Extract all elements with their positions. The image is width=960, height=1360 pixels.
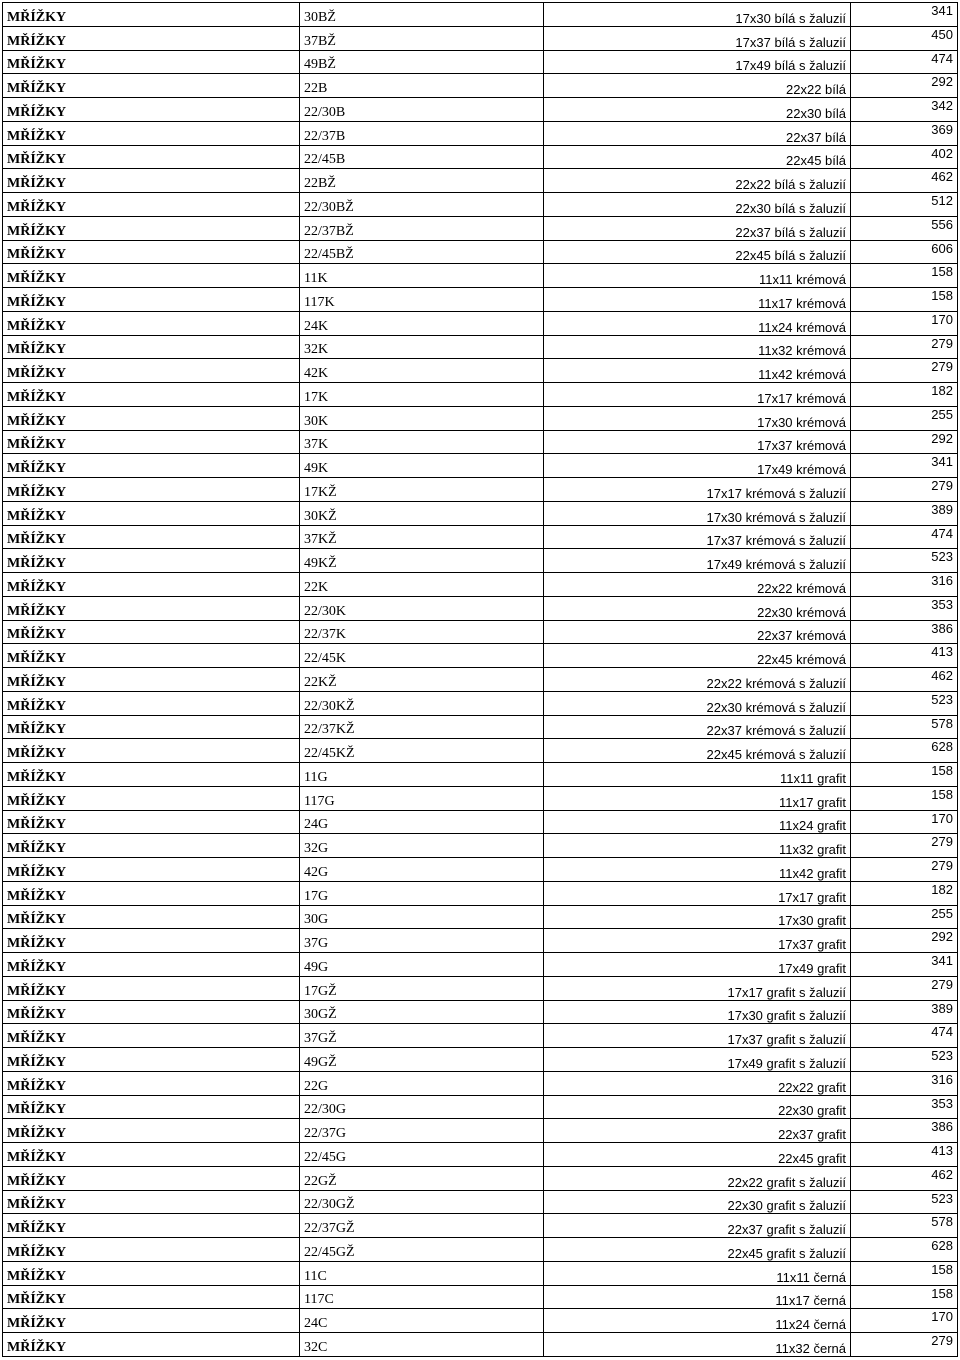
table-row (3, 573, 958, 597)
category-cell: MŘÍŽKY (3, 763, 300, 787)
table-row (3, 145, 958, 169)
category-cell: MŘÍŽKY (3, 1048, 300, 1072)
table-row (3, 1119, 958, 1143)
description-cell: 22x45 grafit s žaluzií (544, 1238, 851, 1262)
description-cell: 17x30 grafit (544, 905, 851, 929)
code-cell: 22/37B (300, 121, 544, 145)
table-row (3, 953, 958, 977)
code-cell: 11C (300, 1261, 544, 1285)
category-cell: MŘÍŽKY (3, 383, 300, 407)
category-cell: MŘÍŽKY (3, 121, 300, 145)
price-cell: 255 (851, 406, 958, 430)
category-cell: MŘÍŽKY (3, 976, 300, 1000)
description-cell: 22x30 krémová (544, 596, 851, 620)
table-row (3, 644, 958, 668)
description-cell: 22x45 bílá (544, 145, 851, 169)
price-cell: 369 (851, 121, 958, 145)
price-cell: 158 (851, 763, 958, 787)
description-cell: 17x30 krémová s žaluzií (544, 501, 851, 525)
category-cell: MŘÍŽKY (3, 311, 300, 335)
description-cell: 17x37 krémová (544, 430, 851, 454)
category-cell: MŘÍŽKY (3, 1238, 300, 1262)
table-row (3, 501, 958, 525)
code-cell: 22K (300, 573, 544, 597)
table-row (3, 288, 958, 312)
description-cell: 17x37 grafit s žaluzií (544, 1024, 851, 1048)
price-cell: 158 (851, 786, 958, 810)
price-cell: 170 (851, 1309, 958, 1333)
price-cell: 523 (851, 691, 958, 715)
price-cell: 462 (851, 668, 958, 692)
category-cell: MŘÍŽKY (3, 145, 300, 169)
price-cell: 462 (851, 169, 958, 193)
code-cell: 22/30B (300, 98, 544, 122)
description-cell: 17x49 grafit s žaluzií (544, 1048, 851, 1072)
code-cell: 11K (300, 264, 544, 288)
price-cell: 628 (851, 1238, 958, 1262)
code-cell: 22/45BŽ (300, 240, 544, 264)
table-row (3, 786, 958, 810)
price-cell: 628 (851, 739, 958, 763)
description-cell: 22x22 bílá (544, 74, 851, 98)
description-cell: 11x42 krémová (544, 359, 851, 383)
description-cell: 22x37 bílá (544, 121, 851, 145)
code-cell: 49K (300, 454, 544, 478)
category-cell: MŘÍŽKY (3, 454, 300, 478)
table-row (3, 1166, 958, 1190)
price-cell: 353 (851, 596, 958, 620)
table-row (3, 929, 958, 953)
category-cell: MŘÍŽKY (3, 905, 300, 929)
description-cell: 22x30 bílá s žaluzií (544, 193, 851, 217)
category-cell: MŘÍŽKY (3, 1261, 300, 1285)
table-row (3, 311, 958, 335)
price-cell: 279 (851, 834, 958, 858)
category-cell: MŘÍŽKY (3, 359, 300, 383)
table-row (3, 1238, 958, 1262)
description-cell: 22x22 krémová s žaluzií (544, 668, 851, 692)
code-cell: 22/45G (300, 1143, 544, 1167)
category-cell: MŘÍŽKY (3, 953, 300, 977)
table-row (3, 50, 958, 74)
code-cell: 30KŽ (300, 501, 544, 525)
price-cell: 353 (851, 1095, 958, 1119)
table-row (3, 1000, 958, 1024)
price-cell: 279 (851, 359, 958, 383)
category-cell: MŘÍŽKY (3, 1190, 300, 1214)
description-cell: 17x30 bílá s žaluzií (544, 3, 851, 27)
code-cell: 22/37K (300, 620, 544, 644)
price-cell: 523 (851, 549, 958, 573)
code-cell: 22/30G (300, 1095, 544, 1119)
table-row (3, 549, 958, 573)
table-row (3, 98, 958, 122)
code-cell: 30BŽ (300, 3, 544, 27)
table-row (3, 525, 958, 549)
category-cell: MŘÍŽKY (3, 240, 300, 264)
category-cell: MŘÍŽKY (3, 715, 300, 739)
code-cell: 37K (300, 430, 544, 454)
price-cell: 523 (851, 1048, 958, 1072)
table-row (3, 1309, 958, 1333)
table-row (3, 596, 958, 620)
category-cell: MŘÍŽKY (3, 810, 300, 834)
table-row (3, 121, 958, 145)
table-row (3, 810, 958, 834)
table-row (3, 169, 958, 193)
price-cell: 413 (851, 644, 958, 668)
description-cell: 17x37 bílá s žaluzií (544, 26, 851, 50)
description-cell: 11x24 grafit (544, 810, 851, 834)
table-row (3, 668, 958, 692)
table-row (3, 620, 958, 644)
code-cell: 22BŽ (300, 169, 544, 193)
code-cell: 32C (300, 1333, 544, 1357)
category-cell: MŘÍŽKY (3, 74, 300, 98)
code-cell: 22/37BŽ (300, 216, 544, 240)
code-cell: 37KŽ (300, 525, 544, 549)
code-cell: 117G (300, 786, 544, 810)
code-cell: 17K (300, 383, 544, 407)
table-row (3, 3, 958, 27)
table-row (3, 1190, 958, 1214)
description-cell: 17x49 krémová s žaluzií (544, 549, 851, 573)
code-cell: 22/30KŽ (300, 691, 544, 715)
price-cell: 292 (851, 430, 958, 454)
description-cell: 11x32 krémová (544, 335, 851, 359)
category-cell: MŘÍŽKY (3, 1333, 300, 1357)
price-cell: 578 (851, 1214, 958, 1238)
category-cell: MŘÍŽKY (3, 573, 300, 597)
price-cell: 341 (851, 3, 958, 27)
table-row (3, 1285, 958, 1309)
price-cell: 279 (851, 1333, 958, 1357)
description-cell: 22x37 krémová s žaluzií (544, 715, 851, 739)
category-cell: MŘÍŽKY (3, 216, 300, 240)
description-cell: 11x11 grafit (544, 763, 851, 787)
table-row (3, 406, 958, 430)
description-cell: 22x45 krémová (544, 644, 851, 668)
description-cell: 22x30 krémová s žaluzií (544, 691, 851, 715)
code-cell: 22/37GŽ (300, 1214, 544, 1238)
code-cell: 22/37KŽ (300, 715, 544, 739)
price-cell: 341 (851, 953, 958, 977)
description-cell: 11x11 krémová (544, 264, 851, 288)
price-cell: 606 (851, 240, 958, 264)
price-cell: 450 (851, 26, 958, 50)
table-row (3, 216, 958, 240)
table-row (3, 881, 958, 905)
table-row (3, 834, 958, 858)
price-cell: 389 (851, 1000, 958, 1024)
category-cell: MŘÍŽKY (3, 50, 300, 74)
category-cell: MŘÍŽKY (3, 1095, 300, 1119)
price-cell: 474 (851, 525, 958, 549)
category-cell: MŘÍŽKY (3, 264, 300, 288)
table-row (3, 1048, 958, 1072)
code-cell: 11G (300, 763, 544, 787)
table-row (3, 193, 958, 217)
table-row (3, 1261, 958, 1285)
table-row (3, 430, 958, 454)
code-cell: 30GŽ (300, 1000, 544, 1024)
description-cell: 17x30 krémová (544, 406, 851, 430)
code-cell: 17GŽ (300, 976, 544, 1000)
table-row (3, 905, 958, 929)
category-cell: MŘÍŽKY (3, 644, 300, 668)
price-cell: 292 (851, 74, 958, 98)
description-cell: 17x37 grafit (544, 929, 851, 953)
category-cell: MŘÍŽKY (3, 834, 300, 858)
category-cell: MŘÍŽKY (3, 1024, 300, 1048)
price-cell: 158 (851, 1261, 958, 1285)
price-cell: 389 (851, 501, 958, 525)
price-cell: 474 (851, 50, 958, 74)
category-cell: MŘÍŽKY (3, 501, 300, 525)
table-row (3, 976, 958, 1000)
code-cell: 24C (300, 1309, 544, 1333)
category-cell: MŘÍŽKY (3, 335, 300, 359)
code-cell: 22KŽ (300, 668, 544, 692)
table-row (3, 1024, 958, 1048)
code-cell: 22/45K (300, 644, 544, 668)
category-cell: MŘÍŽKY (3, 1285, 300, 1309)
category-cell: MŘÍŽKY (3, 98, 300, 122)
code-cell: 24K (300, 311, 544, 335)
category-cell: MŘÍŽKY (3, 3, 300, 27)
code-cell: 30G (300, 905, 544, 929)
table-row (3, 74, 958, 98)
category-cell: MŘÍŽKY (3, 549, 300, 573)
price-cell: 158 (851, 264, 958, 288)
category-cell: MŘÍŽKY (3, 1000, 300, 1024)
category-cell: MŘÍŽKY (3, 596, 300, 620)
price-cell: 386 (851, 1119, 958, 1143)
category-cell: MŘÍŽKY (3, 525, 300, 549)
price-list-body (3, 3, 958, 1357)
price-list-table (2, 2, 958, 1357)
description-cell: 17x17 grafit (544, 881, 851, 905)
code-cell: 22G (300, 1071, 544, 1095)
category-cell: MŘÍŽKY (3, 739, 300, 763)
code-cell: 22/37G (300, 1119, 544, 1143)
price-cell: 182 (851, 383, 958, 407)
code-cell: 22/30BŽ (300, 193, 544, 217)
price-cell: 578 (851, 715, 958, 739)
category-cell: MŘÍŽKY (3, 1119, 300, 1143)
description-cell: 22x45 bílá s žaluzií (544, 240, 851, 264)
code-cell: 42K (300, 359, 544, 383)
description-cell: 11x42 grafit (544, 858, 851, 882)
price-cell: 279 (851, 478, 958, 502)
table-row (3, 715, 958, 739)
table-row (3, 1095, 958, 1119)
price-cell: 170 (851, 810, 958, 834)
description-cell: 11x17 černá (544, 1285, 851, 1309)
description-cell: 17x17 krémová (544, 383, 851, 407)
price-cell: 341 (851, 454, 958, 478)
category-cell: MŘÍŽKY (3, 1071, 300, 1095)
price-cell: 462 (851, 1166, 958, 1190)
table-row (3, 454, 958, 478)
table-row (3, 335, 958, 359)
description-cell: 22x30 bílá (544, 98, 851, 122)
price-cell: 255 (851, 905, 958, 929)
table-row (3, 763, 958, 787)
description-cell: 22x30 grafit s žaluzií (544, 1190, 851, 1214)
code-cell: 22/45B (300, 145, 544, 169)
description-cell: 17x49 bílá s žaluzií (544, 50, 851, 74)
description-cell: 11x32 černá (544, 1333, 851, 1357)
price-cell: 402 (851, 145, 958, 169)
price-cell: 386 (851, 620, 958, 644)
description-cell: 22x22 grafit (544, 1071, 851, 1095)
description-cell: 22x45 grafit (544, 1143, 851, 1167)
code-cell: 37GŽ (300, 1024, 544, 1048)
category-cell: MŘÍŽKY (3, 406, 300, 430)
description-cell: 22x45 krémová s žaluzií (544, 739, 851, 763)
price-cell: 158 (851, 288, 958, 312)
code-cell: 22B (300, 74, 544, 98)
code-cell: 22/45KŽ (300, 739, 544, 763)
code-cell: 22/30GŽ (300, 1190, 544, 1214)
category-cell: MŘÍŽKY (3, 1214, 300, 1238)
code-cell: 24G (300, 810, 544, 834)
description-cell: 17x30 grafit s žaluzií (544, 1000, 851, 1024)
category-cell: MŘÍŽKY (3, 786, 300, 810)
category-cell: MŘÍŽKY (3, 929, 300, 953)
category-cell: MŘÍŽKY (3, 478, 300, 502)
table-row (3, 1214, 958, 1238)
description-cell: 17x49 grafit (544, 953, 851, 977)
description-cell: 22x37 krémová (544, 620, 851, 644)
table-row (3, 1071, 958, 1095)
description-cell: 11x11 černá (544, 1261, 851, 1285)
price-cell: 474 (851, 1024, 958, 1048)
price-cell: 279 (851, 335, 958, 359)
category-cell: MŘÍŽKY (3, 881, 300, 905)
description-cell: 17x17 grafit s žaluzií (544, 976, 851, 1000)
price-cell: 158 (851, 1285, 958, 1309)
description-cell: 17x49 krémová (544, 454, 851, 478)
price-cell: 182 (851, 881, 958, 905)
category-cell: MŘÍŽKY (3, 858, 300, 882)
category-cell: MŘÍŽKY (3, 1143, 300, 1167)
description-cell: 17x17 krémová s žaluzií (544, 478, 851, 502)
code-cell: 37G (300, 929, 544, 953)
table-row (3, 478, 958, 502)
code-cell: 49GŽ (300, 1048, 544, 1072)
table-row (3, 1333, 958, 1357)
description-cell: 11x32 grafit (544, 834, 851, 858)
category-cell: MŘÍŽKY (3, 1309, 300, 1333)
description-cell: 22x37 grafit (544, 1119, 851, 1143)
code-cell: 22/30K (300, 596, 544, 620)
description-cell: 22x37 bílá s žaluzií (544, 216, 851, 240)
category-cell: MŘÍŽKY (3, 169, 300, 193)
code-cell: 49KŽ (300, 549, 544, 573)
code-cell: 17KŽ (300, 478, 544, 502)
description-cell: 17x37 krémová s žaluzií (544, 525, 851, 549)
code-cell: 37BŽ (300, 26, 544, 50)
code-cell: 32G (300, 834, 544, 858)
table-row (3, 858, 958, 882)
description-cell: 22x22 bílá s žaluzií (544, 169, 851, 193)
description-cell: 11x24 krémová (544, 311, 851, 335)
code-cell: 17G (300, 881, 544, 905)
table-row (3, 383, 958, 407)
table-row (3, 240, 958, 264)
code-cell: 49G (300, 953, 544, 977)
description-cell: 22x22 grafit s žaluzií (544, 1166, 851, 1190)
description-cell: 11x24 černá (544, 1309, 851, 1333)
category-cell: MŘÍŽKY (3, 26, 300, 50)
table-row (3, 1143, 958, 1167)
price-cell: 316 (851, 573, 958, 597)
code-cell: 30K (300, 406, 544, 430)
table-row (3, 691, 958, 715)
price-cell: 512 (851, 193, 958, 217)
price-cell: 279 (851, 858, 958, 882)
code-cell: 117C (300, 1285, 544, 1309)
category-cell: MŘÍŽKY (3, 430, 300, 454)
price-cell: 170 (851, 311, 958, 335)
code-cell: 117K (300, 288, 544, 312)
description-cell: 11x17 grafit (544, 786, 851, 810)
code-cell: 32K (300, 335, 544, 359)
code-cell: 22/45GŽ (300, 1238, 544, 1262)
category-cell: MŘÍŽKY (3, 668, 300, 692)
category-cell: MŘÍŽKY (3, 288, 300, 312)
table-row (3, 359, 958, 383)
category-cell: MŘÍŽKY (3, 193, 300, 217)
category-cell: MŘÍŽKY (3, 691, 300, 715)
category-cell: MŘÍŽKY (3, 620, 300, 644)
code-cell: 49BŽ (300, 50, 544, 74)
code-cell: 42G (300, 858, 544, 882)
table-row (3, 264, 958, 288)
price-cell: 413 (851, 1143, 958, 1167)
price-cell: 342 (851, 98, 958, 122)
price-cell: 316 (851, 1071, 958, 1095)
description-cell: 22x22 krémová (544, 573, 851, 597)
price-cell: 556 (851, 216, 958, 240)
category-cell: MŘÍŽKY (3, 1166, 300, 1190)
price-cell: 279 (851, 976, 958, 1000)
price-cell: 523 (851, 1190, 958, 1214)
description-cell: 11x17 krémová (544, 288, 851, 312)
table-row (3, 739, 958, 763)
table-row (3, 26, 958, 50)
description-cell: 22x37 grafit s žaluzií (544, 1214, 851, 1238)
price-cell: 292 (851, 929, 958, 953)
description-cell: 22x30 grafit (544, 1095, 851, 1119)
code-cell: 22GŽ (300, 1166, 544, 1190)
